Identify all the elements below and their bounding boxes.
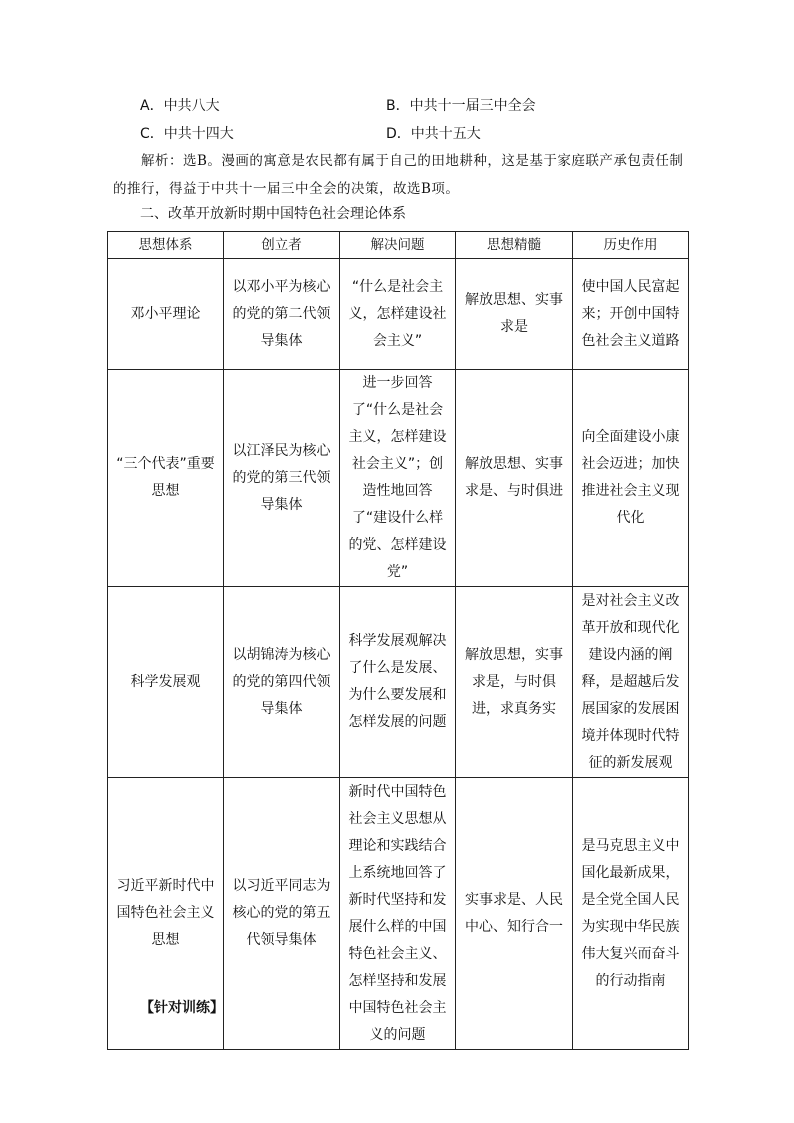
cell-thought-system: 习近平新时代中国特色社会主义思想 — [108, 778, 224, 1050]
cell-essence: 解放思想、实事求是、与时俱进 — [456, 370, 573, 587]
header-founder: 创立者 — [224, 232, 340, 259]
cell-thought-system: “三个代表”重要思想 — [108, 370, 224, 587]
option-d: D．中共十五大 — [386, 126, 481, 142]
cell-problem-solved: 进一步回答了“什么是社会主义，怎样建设社会主义”；创造性地回答了“建设什么样的党、怎样建设党” — [340, 370, 456, 587]
header-problem-solved: 解决问题 — [340, 232, 456, 259]
section-title: 二、改革开放新时期中国特色社会理论体系 — [140, 206, 406, 222]
option-a: A．中共八大 — [140, 98, 220, 114]
cell-problem-solved: 科学发展观解决了什么是发展、为什么要发展和怎样发展的问题 — [340, 587, 456, 778]
header-thought-system: 思想体系 — [108, 232, 224, 259]
practice-heading: 【针对训练】 — [140, 1000, 224, 1016]
options-row-2 — [140, 120, 700, 148]
cell-founder: 以江泽民为核心的党的第三代领导集体 — [224, 370, 340, 587]
option-b: B．中共十一届三中全会 — [386, 98, 536, 114]
cell-problem-solved: “什么是社会主义，怎样建设社会主义” — [340, 259, 456, 370]
answer-options — [140, 92, 700, 148]
cell-founder: 以习近平同志为核心的党的第五代领导集体 — [224, 778, 340, 1050]
cell-problem-solved: 新时代中国特色社会主义思想从理论和实践结合上系统地回答了新时代坚持和发展什么样的中国特色社会主义、怎样坚持和发展中国特色社会主义的问题 — [340, 778, 456, 1050]
cell-historical-role: 使中国人民富起来；开创中国特色社会主义道路 — [573, 259, 689, 370]
option-c: C．中共十四大 — [140, 126, 234, 142]
header-historical-role: 历史作用 — [573, 232, 689, 259]
cell-historical-role: 向全面建设小康社会迈进；加快推进社会主义现代化 — [573, 370, 689, 587]
theory-system-table — [107, 231, 689, 1050]
cell-essence: 实事求是、人民中心、知行合一 — [456, 778, 573, 1050]
table-row — [108, 587, 689, 778]
cell-essence: 解放思想，实事求是，与时俱进，求真务实 — [456, 587, 573, 778]
answer-analysis: 解析：选B。漫画的寓意是农民都有属于自己的田地耕种，这是基于家庭联产承包责任制的推行，得益于中共十一届三中全会的决策，故选B项。 — [113, 153, 684, 197]
cell-historical-role: 是马克思主义中国化最新成果，是全党全国人民为实现中华民族伟大复兴而奋斗的行动指南 — [573, 778, 689, 1050]
table-header-row — [108, 232, 689, 259]
cell-founder: 以胡锦涛为核心的党的第四代领导集体 — [224, 587, 340, 778]
table-row — [108, 370, 689, 587]
cell-thought-system: 科学发展观 — [108, 587, 224, 778]
options-row-1 — [140, 92, 700, 120]
cell-essence: 解放思想、实事求是 — [456, 259, 573, 370]
header-essence: 思想精髓 — [456, 232, 573, 259]
cell-founder: 以邓小平为核心的党的第二代领导集体 — [224, 259, 340, 370]
table-row — [108, 259, 689, 370]
cell-thought-system: 邓小平理论 — [108, 259, 224, 370]
cell-historical-role: 是对社会主义改革开放和现代化建设内涵的阐释，是超越后发展国家的发展困境并体现时代特征的新发展观 — [573, 587, 689, 778]
